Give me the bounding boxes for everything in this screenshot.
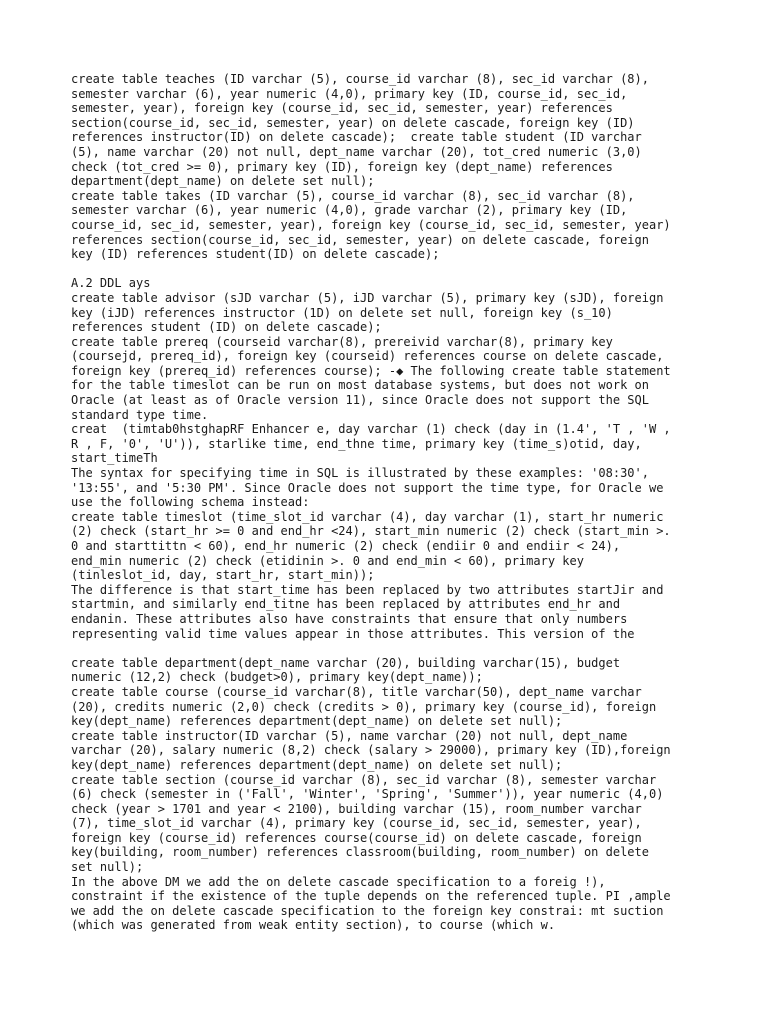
text-line: varchar (20), salary numeric (8,2) check (salary > 29000), primary key (ID),foreign xyxy=(71,743,671,758)
text-line: (6) check (semester in ('Fall', 'Winter', 'Spring', 'Summer')), year numeric (4,0) xyxy=(71,787,664,802)
text-line: (coursejd, prereq_id), foreign key (courseid) references course on delete cascade, xyxy=(71,349,664,364)
text-line: key (ID) references student(ID) on delete cascade); xyxy=(71,247,440,262)
text-line: start_timeTh xyxy=(71,451,158,466)
text-line: create table teaches (ID varchar (5), course_id varchar (8), sec_id varchar (8), xyxy=(71,72,649,86)
blank-line xyxy=(71,641,711,656)
blank-line xyxy=(71,262,711,277)
text-line: references student (ID) on delete cascade); xyxy=(71,320,382,335)
text-line: 0 and starttittn < 60), end_hr numeric (2) check (endiir 0 and endiir < 24), xyxy=(71,539,621,553)
text-line: check (tot_cred >= 0), primary key (ID), foreign key (dept_name) references xyxy=(71,159,613,174)
text-line: startmin, and similarly end_titne has been replaced by attributes end_hr and xyxy=(71,597,621,612)
text-line: representing valid time values appear in those attributes. This version of the xyxy=(71,626,635,641)
text-line: R , F, '0', 'U')), starlike time, end_thne time, primary key (time_s)otid, day, xyxy=(71,436,642,451)
text-line: create table section (course_id varchar (8), sec_id varchar (8), semester varchar xyxy=(71,772,657,787)
text-line: use the following schema instead: xyxy=(71,495,310,510)
text-line: we add the on delete cascade specification to the foreign key constrai: mt suction xyxy=(71,903,664,918)
text-line: create table department(dept_name varchar (20), building varchar(15), budget xyxy=(71,655,621,670)
text-line: The difference is that start_time has been replaced by two attributes startJir and xyxy=(71,582,664,597)
text-line: standard type time. xyxy=(71,407,209,422)
text-line: endanin. These attributes also have constraints that ensure that only numbers xyxy=(71,611,628,626)
document-body-text xyxy=(71,72,711,933)
text-line: (2) check (start_hr >= 0 and end_hr <24), start_min numeric (2) check (start_min >. xyxy=(71,524,671,539)
text-line: create table prereq (courseid varchar(8), prereivid varchar(8), primary key xyxy=(71,334,613,349)
text-line: In the above DM we add the on delete cascade specification to a foreig !), xyxy=(71,874,606,889)
text-line: create table course (course_id varchar(8), title varchar(50), dept_name varchar xyxy=(71,684,642,699)
text-line: semester varchar (6), year numeric (4,0), primary key (ID, course_id, sec_id, xyxy=(71,86,628,101)
text-line: (which was generated from weak entity section), to course (which w. xyxy=(71,918,556,933)
text-line: references instructor(ID) on delete cascade); create table student (ID varchar xyxy=(71,130,642,145)
text-line: check (year > 1701 and year < 2100), building varchar (15), room_number varchar xyxy=(71,801,642,816)
text-line: creat (timtab0hstghapRF Enhancer e, day varchar (1) check (day in (1.4', 'T , 'W , xyxy=(71,422,671,437)
text-line: key(dept_name) references department(dept_name) on delete set null); xyxy=(71,714,563,729)
text-line: (5), name varchar (20) not null, dept_name varchar (20), tot_cred numeric (3,0) xyxy=(71,144,642,159)
text-line: foreign key (prereq_id) references course); -◆ The following create table statement xyxy=(71,363,671,378)
text-line: create table instructor(ID varchar (5), name varchar (20) not null, dept_name xyxy=(71,728,628,743)
text-line: Oracle (at least as of Oracle version 11), since Oracle does not support the SQL xyxy=(71,393,649,408)
text-line: key (iJD) references instructor (1D) on delete set null, foreign key (s_10) xyxy=(71,305,613,320)
text-line: A.2 DDL ays xyxy=(71,276,151,291)
text-line: set null); xyxy=(71,860,144,875)
text-line: foreign key (course_id) references course(course_id) on delete cascade, foreign xyxy=(71,830,642,845)
text-line: constraint if the existence of the tuple depends on the referenced tuple. PI ,ample xyxy=(71,889,671,904)
text-line: department(dept_name) on delete set null); xyxy=(71,174,375,189)
text-line: course_id, sec_id, semester, year), foreign key (course_id, sec_id, semester, year) xyxy=(71,217,671,232)
text-line: create table advisor (sJD varchar (5), iJD varchar (5), primary key (sJD), foreign xyxy=(71,290,664,305)
text-line: (20), credits numeric (2,0) check (credits > 0), primary key (course_id), foreign xyxy=(71,699,657,714)
text-line: create table takes (ID varchar (5), course_id varchar (8), sec_id varchar (8), xyxy=(71,188,635,203)
text-line: section(course_id, sec_id, semester, year) on delete cascade, foreign key (ID) xyxy=(71,115,635,130)
text-line: references section(course_id, sec_id, semester, year) on delete cascade, foreign xyxy=(71,232,649,247)
text-line: semester, year), foreign key (course_id, sec_id, semester, year) references xyxy=(71,101,613,116)
text-line: key(building, room_number) references classroom(building, room_number) on delete xyxy=(71,845,649,860)
text-line: The syntax for specifying time in SQL is illustrated by these examples: '08:30', xyxy=(71,466,649,481)
text-line: semester varchar (6), year numeric (4,0), grade varchar (2), primary key (ID, xyxy=(71,203,628,218)
text-line: create table timeslot (time_slot_id varchar (4), day varchar (1), start_hr numeric xyxy=(71,509,664,524)
text-line: for the table timeslot can be run on most database systems, but does not work on xyxy=(71,378,649,393)
text-line: (7), time_slot_id varchar (4), primary key (course_id, sec_id, semester, year), xyxy=(71,816,642,831)
text-line: numeric (12,2) check (budget>0), primary key(dept_name)); xyxy=(71,670,483,685)
text-line: (tinleslot_id, day, start_hr, start_min)); xyxy=(71,568,375,583)
text-line: key(dept_name) references department(dept_name) on delete set null); xyxy=(71,757,563,772)
text-line: '13:55', and '5:30 PM'. Since Oracle does not support the time type, for Oracle we xyxy=(71,480,664,495)
text-line: end_min numeric (2) check (etidinin >. 0 and end_min < 60), primary key xyxy=(71,553,584,568)
